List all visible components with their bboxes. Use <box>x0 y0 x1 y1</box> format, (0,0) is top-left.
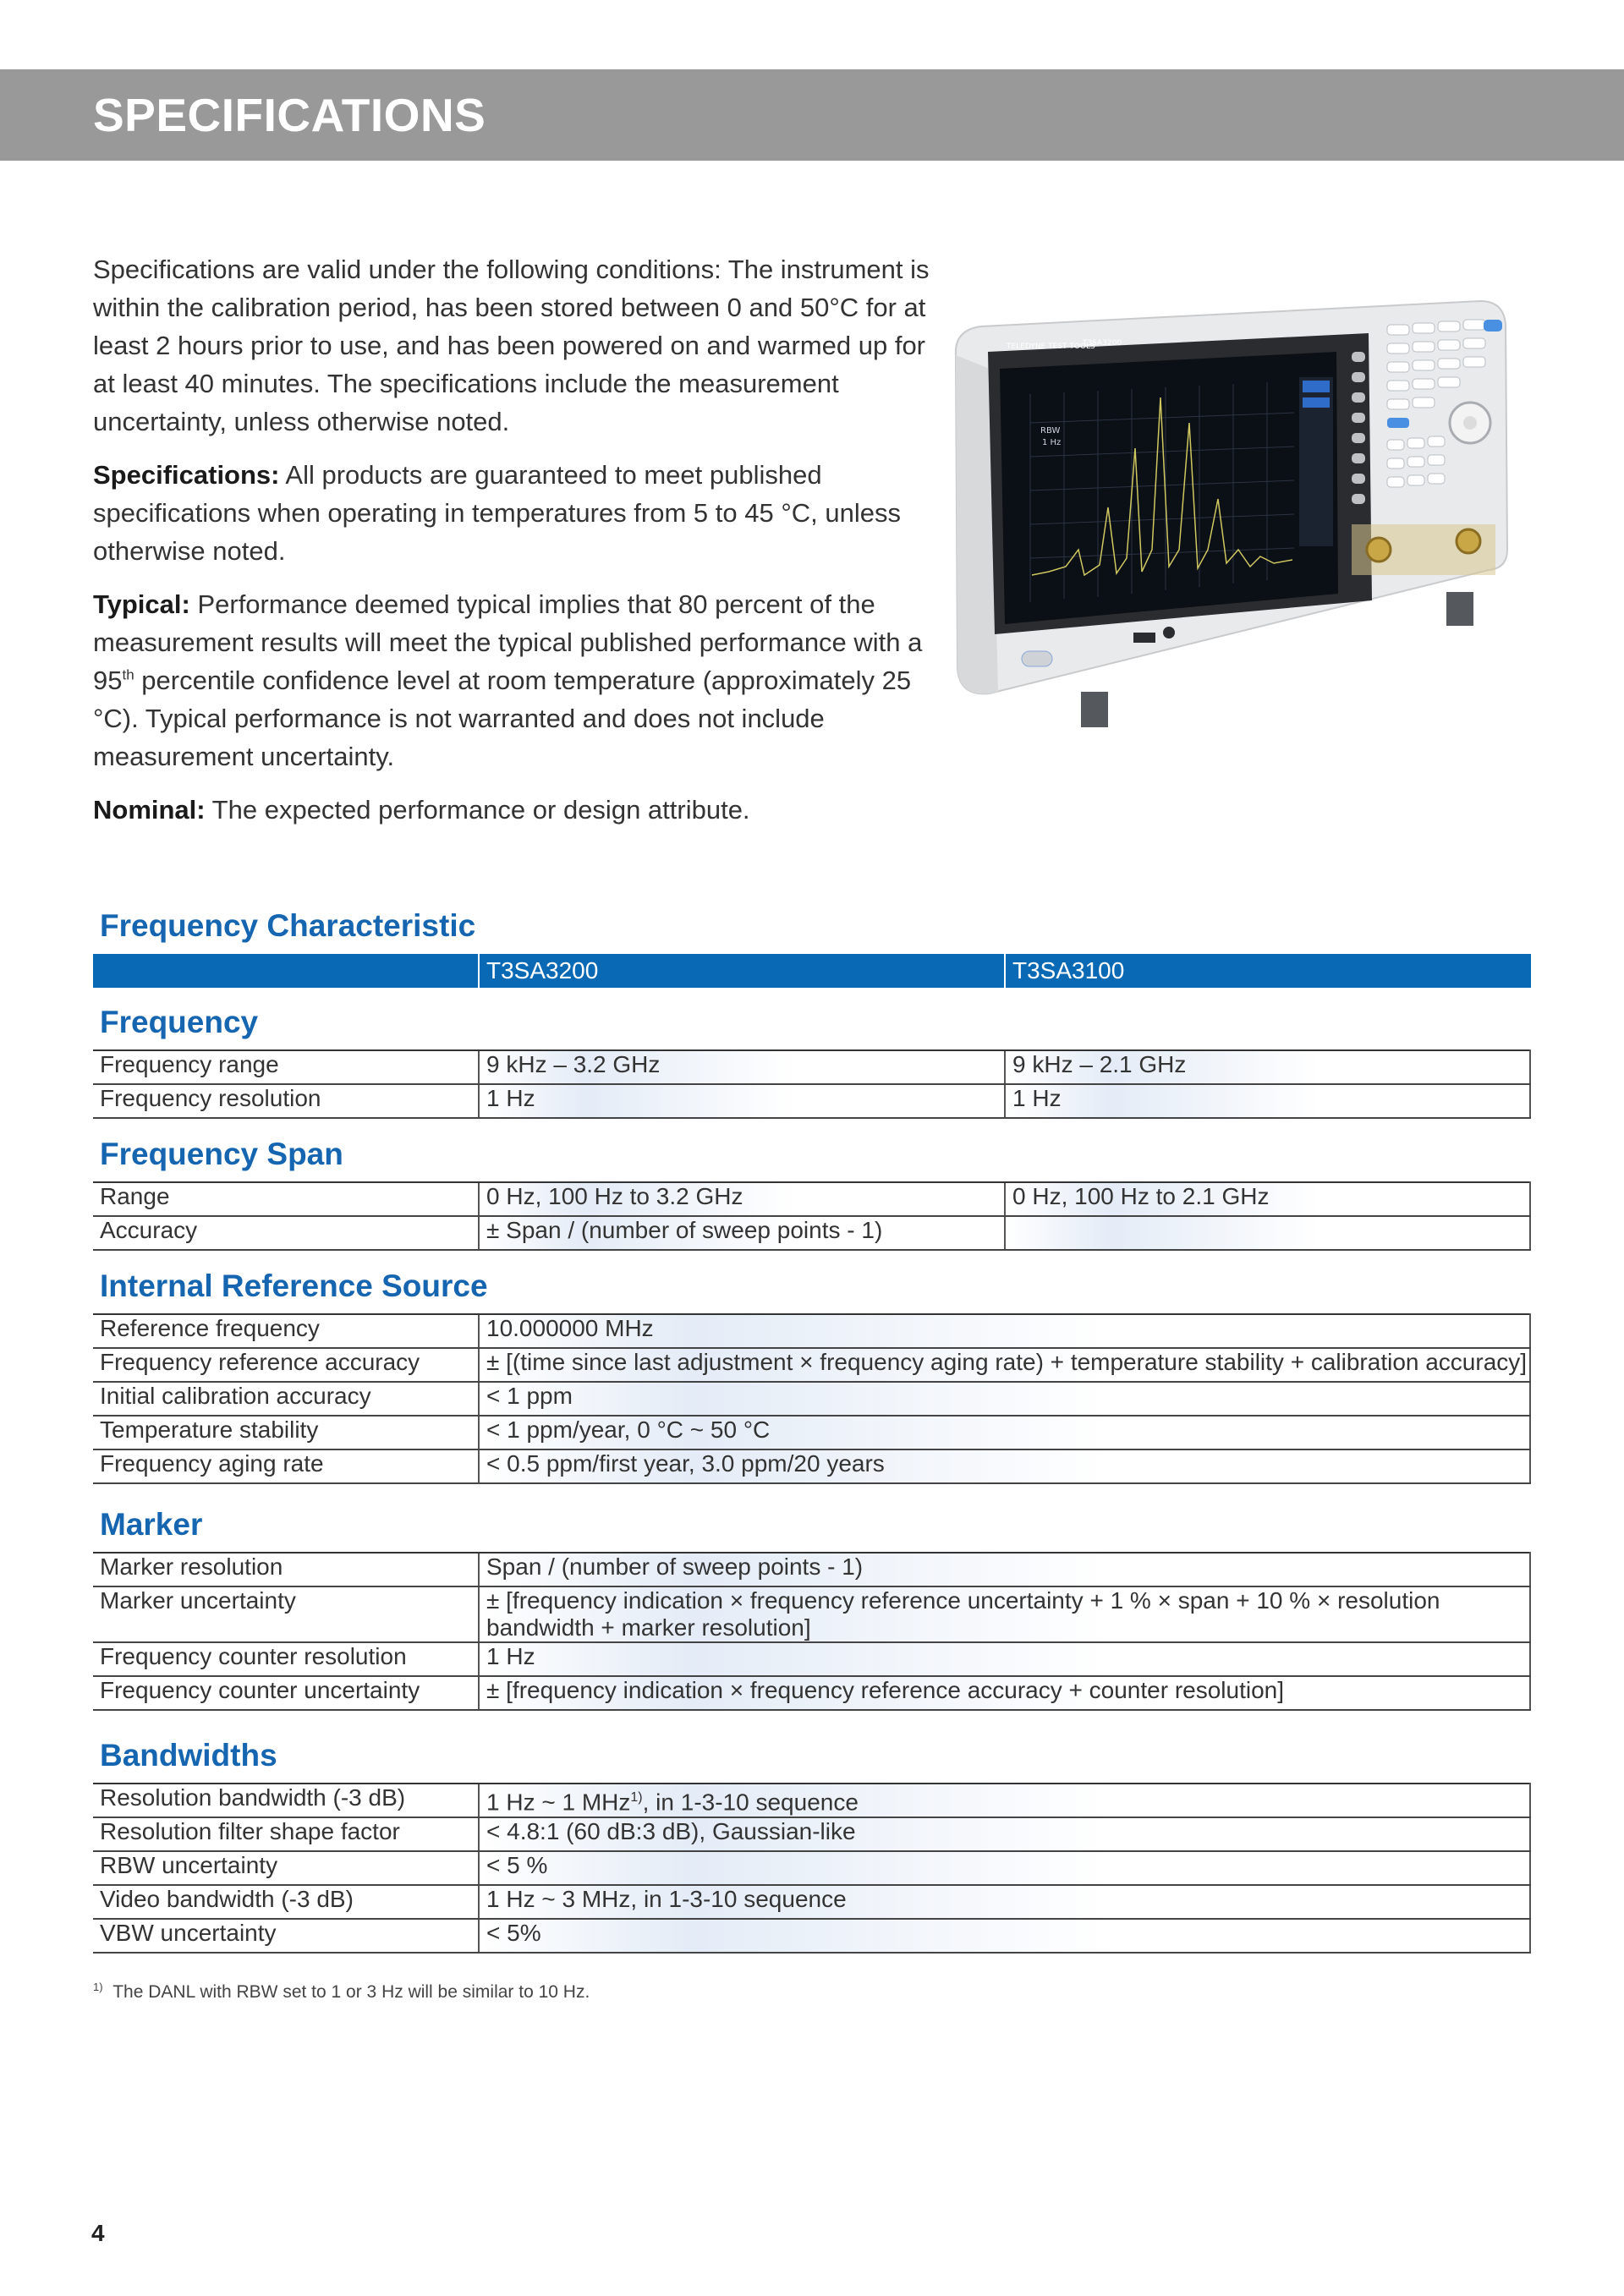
section-title-marker: Marker <box>100 1507 203 1542</box>
table-row: Marker uncertainty ± [frequency indication × frequency reference uncertainty + 1 % × span + 10 % × resolution bandwidth + marker resolution] <box>93 1586 1530 1642</box>
section-title-internal-reference: Internal Reference Source <box>100 1269 488 1303</box>
intro-text <box>93 250 939 844</box>
intro-conditions: Specifications are valid under the following conditions: The instrument is within the calibration period, has been stored between 0 and 50°C for at least 2 hours prior to use, and has been powered on and warmed up for at least 40 minutes. The specifications include the measurement uncertainty, unless otherwise noted. <box>93 255 930 436</box>
column-header-t3sa3200: T3SA3200 <box>478 954 598 988</box>
column-header-t3sa3100: T3SA3100 <box>1004 954 1124 988</box>
table-row: Frequency reference accuracy ± [(time since last adjustment × frequency aging rate) + temperature stability + calibration accuracy] <box>93 1348 1530 1382</box>
section-title-frequency-characteristic: Frequency Characteristic <box>100 908 476 943</box>
section-title-frequency-span: Frequency Span <box>100 1137 343 1171</box>
table-row: Frequency range 9 kHz – 3.2 GHz 9 kHz – 2.1 GHz <box>93 1050 1530 1084</box>
section-title-frequency: Frequency <box>100 1005 259 1039</box>
table-row: Resolution bandwidth (-3 dB) 1 Hz ~ 1 MHz$^{1)}$, in 1-3-10 sequence <box>93 1784 1530 1817</box>
table-row: Reference frequency 10.000000 MHz <box>93 1314 1530 1348</box>
table-row: Temperature stability < 1 ppm/year, 0 °C ~ 50 °C <box>93 1416 1530 1449</box>
page-number: 4 <box>91 2220 105 2246</box>
table-row: Accuracy ± Span / (number of sweep points - 1) <box>93 1216 1530 1250</box>
spectrum-analyzer-image <box>939 296 1514 736</box>
table-header-row <box>93 954 1531 988</box>
table-row: RBW uncertainty < 5 % <box>93 1851 1530 1885</box>
brand-text: TELEDYNE TEST TOOLS <box>1007 342 1095 351</box>
internal-reference-table <box>93 1313 1531 1484</box>
table-row: Frequency resolution 1 Hz 1 Hz <box>93 1084 1530 1118</box>
page-title: SPECIFICATIONS <box>93 89 486 141</box>
frequency-table <box>93 1049 1531 1119</box>
bandwidths-table <box>93 1783 1531 1954</box>
table-row: Marker resolution Span / (number of sweep points - 1) <box>93 1553 1530 1586</box>
table-row: Frequency aging rate < 0.5 ppm/first year, 3.0 ppm/20 years <box>93 1449 1530 1483</box>
screen-rbw-value: 1 Hz <box>1042 438 1062 447</box>
table-row: VBW uncertainty < 5% <box>93 1919 1530 1953</box>
frequency-span-table <box>93 1181 1531 1251</box>
section-title-bandwidths: Bandwidths <box>100 1738 277 1773</box>
intro-specifications: Specifications: All products are guaranteed to meet published specifications when operating in temperatures from 5 to 45 °C, unless otherwise noted. <box>93 460 901 566</box>
marker-table <box>93 1552 1531 1711</box>
table-row: Resolution filter shape factor < 4.8:1 (60 dB:3 dB), Gaussian-like <box>93 1817 1530 1851</box>
footnote: $^{1)}$ The DANL with RBW set to 1 or 3 Hz will be similar to 10 Hz. <box>93 1981 590 2002</box>
table-row: Frequency counter resolution 1 Hz <box>93 1642 1530 1676</box>
screen-rbw-label: RBW <box>1040 426 1061 436</box>
intro-nominal: Nominal: The expected performance or design attribute. <box>93 795 750 825</box>
table-row: Frequency counter uncertainty ± [frequency indication × frequency reference accuracy + counter resolution] <box>93 1676 1530 1710</box>
table-row: Video bandwidth (-3 dB) 1 Hz ~ 3 MHz, in 1-3-10 sequence <box>93 1885 1530 1919</box>
intro-typical: Typical: Performance deemed typical implies that 80 percent of the measurement results will meet the typical published performance with a 95th percentile confidence level at room temperature (approximately 25 °C). Typical performance is not warranted and does not include measurement uncertainty. <box>93 589 923 771</box>
table-row: Range 0 Hz, 100 Hz to 3.2 GHz 0 Hz, 100 Hz to 2.1 GHz <box>93 1182 1530 1216</box>
model-text: T3SA3200 <box>1083 339 1122 348</box>
table-row: Initial calibration accuracy < 1 ppm <box>93 1382 1530 1416</box>
